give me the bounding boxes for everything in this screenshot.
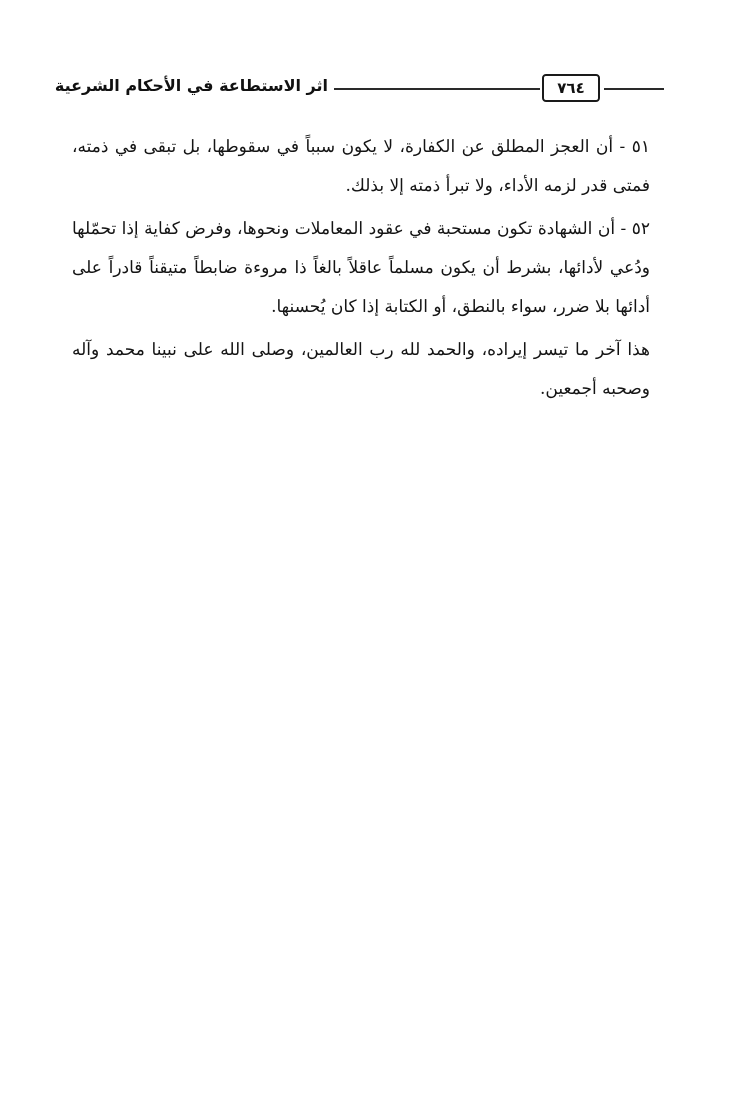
header-rule-left xyxy=(334,88,540,90)
paragraph-text: أن العجز المطلق عن الكفارة، لا يكون سبباً في سقوطها، بل تبقى في ذمته، فمتى قدر لزمه الأداء، ولا تبرأ ذمته إلا بذلك. xyxy=(72,137,650,196)
paragraph-number: ٥٢ - xyxy=(615,219,651,239)
paragraph-52 xyxy=(72,210,650,327)
running-header xyxy=(54,70,664,110)
header-rule-right xyxy=(604,88,664,90)
paragraph-51 xyxy=(72,128,650,206)
book-title: اثر الاستطاعة في الأحكام الشرعية xyxy=(54,76,328,95)
page-number: ٧٦٤ xyxy=(542,74,600,102)
closing-paragraph xyxy=(72,331,650,409)
paragraph-number: ٥١ - xyxy=(613,137,650,157)
paragraph-text: هذا آخر ما تيسر إيراده، والحمد لله رب العالمين، وصلى الله على نبينا محمد وآله وصحبه أجمعين. xyxy=(72,340,650,399)
paragraph-text: أن الشهادة تكون مستحبة في عقود المعاملات ونحوها، وفرض كفاية إذا تحمّلها ودُعي لأدائها، بشرط أن يكون مسلماً عاقلاً بالغاً ذا مروءة ضابطاً متيقناً قادراً على أدائها بلا ضرر، سواء بالنطق، أو الكتابة إذا كان يُحسنها. xyxy=(72,219,650,317)
page-body xyxy=(72,128,650,413)
